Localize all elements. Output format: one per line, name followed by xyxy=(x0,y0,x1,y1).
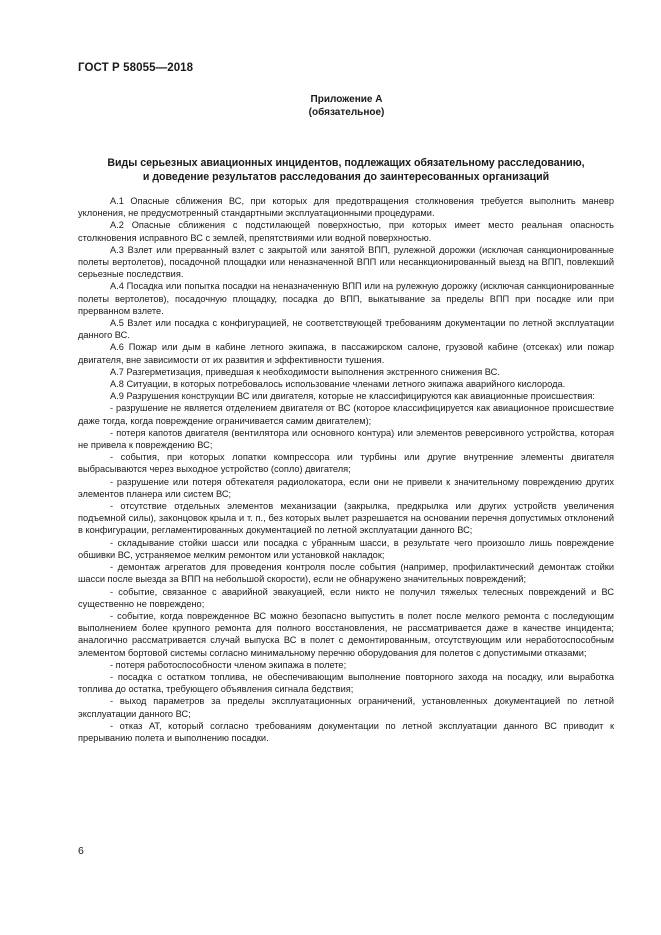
document-body xyxy=(78,195,614,744)
paragraph-a5: А.5 Взлет или посадка с конфигурацией, не соответствующей требованиям документации по летной эксплуатации данного ВС. xyxy=(78,318,614,341)
list-item: - выход параметров за пределы эксплуатационных ограничений, установленных документацией по летной эксплуатации данного ВС; xyxy=(78,696,614,719)
list-item: - складывание стойки шасси или посадка с убранным шасси, в результате чего произошло лишь повреждение обшивки ВС, устраняемое мелким ремонтом или установкой накладок; xyxy=(78,537,614,560)
document-title xyxy=(78,156,614,184)
list-item: - потеря капотов двигателя (вентилятора или основного контура) или элементов реверсивного устройства, которая не привела к повреждению ВС; xyxy=(78,427,614,451)
appendix-status: (обязательное) xyxy=(308,107,385,118)
list-item: - посадка с остатком топлива, не обеспечивающим выполнение повторного захода на посадку, или выработка топлива до остатка, требующего объявления сигнала бедствия; xyxy=(78,671,614,695)
standard-designation: ГОСТ Р 58055—2018 xyxy=(78,62,194,74)
appendix-heading xyxy=(0,93,661,119)
paragraph-a4: А.4 Посадка или попытка посадки на неназначенную ВПП или на рулежную дорожку (исключая санкционированные полеты вертолетов), посадочную площадку, посадка до ВПП, выкатывание за пределы ВПП при посадке или при прерванном взлете. xyxy=(78,281,614,316)
title-line-2: и доведение результатов расследования до заинтересованных организаций xyxy=(142,171,550,183)
appendix-label: Приложение А xyxy=(310,94,383,105)
paragraph-a2: А.2 Опасные сближения с подстилающей поверхностью, при которых имеет место реальная опасность столкновения исправного ВС с землей, препятствиями или водной поверхностью. xyxy=(78,220,614,243)
list-item: - разрушение не является отделением двигателя от ВС (которое классифицируется как авиационное происшествие даже тогда, когда повреждение ограничивается самим двигателем); xyxy=(78,403,614,426)
list-item: - отсутствие отдельных элементов механизации (закрылка, предкрылка или других устройств увеличения подъемной силы), законцовок крыла и т. п., без которых вылет разрешается на основании перечня допустимых отклонений в конфигурации, регламентированных документацией по летной эксплуатации данного ВС; xyxy=(78,501,614,536)
list-item: - отказ АТ, который согласно требованиям документации по летной эксплуатации данного ВС приводит к прерыванию полета и выполнению посадки. xyxy=(78,720,614,743)
list-item: - событие, связанное с аварийной эвакуацией, если никто не получил тяжелых телесных повреждений и ВС существенно не повреждено; xyxy=(78,586,614,609)
paragraph-a7: А.7 Разгерметизация, приведшая к необходимости выполнения экстренного снижения ВС. xyxy=(110,366,500,377)
list-item: - разрушение или потеря обтекателя радиолокатора, если они не привели к значительному повреждению других элементов планера или систем ВС; xyxy=(78,476,614,499)
list-item: - события, при которых лопатки компрессора или турбины или другие внутренние элементы двигателя выбрасываются через выходное устройство (сопло) двигателя; xyxy=(78,452,614,475)
paragraph-a1: А.1 Опасные сближения ВС, при которых для предотвращения столкновения требуется выполнить маневр уклонения, не предусмотренный стандартными эксплуатационными процедурами. xyxy=(78,196,614,219)
title-line-1: Виды серьезных авиационных инцидентов, подлежащих обязательному расследованию, xyxy=(107,157,585,169)
paragraph-a3: А.3 Взлет или прерванный взлет с закрытой или занятой ВПП, рулежной дорожки (исключая санкционированные полеты вертолетов), посадочной площадки или неназначенной ВПП или несанкционированный выезд на ВПП, повлекший серьезные последствия. xyxy=(78,244,614,280)
list-item: - потеря работоспособности членом экипажа в полете; xyxy=(110,659,347,670)
paragraph-a8: А.8 Ситуации, в которых потребовалось использование членами летного экипажа аварийного кислорода. xyxy=(110,379,566,390)
paragraph-a6: А.6 Пожар или дым в кабине летного экипажа, в пассажирском салоне, грузовой кабине (отсеках) или пожар двигателя, вне зависимости от их развития и эффективности тушения. xyxy=(78,342,614,365)
paragraph-a9: А.9 Разрушения конструкции ВС или двигателя, которые не классифицируются как авиационные происшествия: xyxy=(110,391,595,402)
list-item: - событие, когда поврежденное ВС можно безопасно выпустить в полет после мелкого ремонта с последующим выполнением более крупного ремонта для полного восстановления, не рассматривается даже в качестве инцидента; аналогично рассматривается случай выпуска ВС в полет с демонтированным, отсутствующим или неработоспособным элементом бортовой системы согласно минимальному перечню оборудования для полетов с допустимыми отказами; xyxy=(78,610,614,658)
list-item: - демонтаж агрегатов для проведения контроля после события (например, профилактический демонтаж стойки шасси после выезда за ВПП на небольшой скорости), если не обнаружено значительных повреждений; xyxy=(78,562,614,585)
page-number: 6 xyxy=(78,845,84,857)
